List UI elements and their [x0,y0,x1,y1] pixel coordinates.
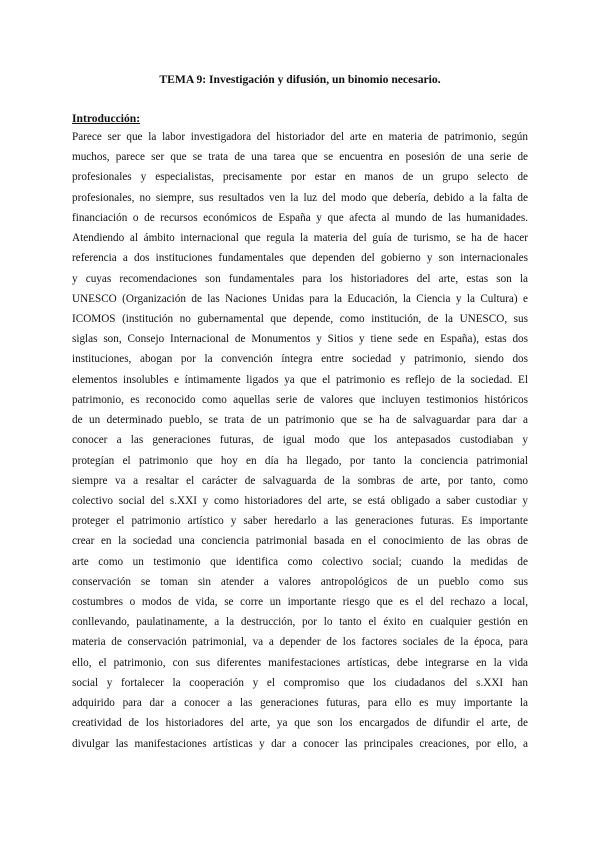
text-line: siglas son, Consejo Internacional de Monumentos y Sitios y tiene sede en España), estas dos [72,333,528,346]
text-line: profesionales, no siempre, sus resultados ven la luz del modo que debería, debido a la falta de [72,191,528,204]
text-line: proteger el patrimonio artístico y saber heredarlo a las generaciones futuras. Es importante [72,515,528,528]
text-line: ICOMOS (institución no gubernamental que depende, como institución, de la UNESCO, sus [72,312,528,325]
text-line: elementos insolubles e íntimamente ligados ya que el patrimonio es reflejo de la sociedad. El [72,373,528,386]
text-line: arte como un testimonio que identifica como colectivo social; cuando la medidas de [72,555,528,568]
text-line: conocer a las generaciones futuras, de igual modo que los antepasados custodiaban y [72,434,528,447]
text-line: instituciones, abogan por la convención íntegra entre sociedad y patrimonio, siendo dos [72,353,528,366]
text-line: costumbres o modos de vida, se corre un importante riesgo que es el del rechazo a local, [72,596,528,609]
text-line: creatividad de los historiadores del arte, ya que son los encargados de difundir el arte, de [72,717,528,730]
section-heading: Introducción: [72,112,141,125]
text-line: muchos, parece ser que se trata de una tarea que se encuentra en posesión de una serie de [72,151,528,164]
text-line: UNESCO (Organización de las Naciones Unidas para la Educación, la Ciencia y la Cultura) e [72,292,528,305]
text-line: colectivo social del s.XXI y como historiadores del arte, se está obligado a saber custodiar y [72,494,528,507]
text-line: conservación se toman sin atender a valores antropológicos de un pueblo como sus [72,575,528,588]
text-line: y cuyas recomendaciones son fundamentales para los historiadores del arte, estas son la [72,272,528,285]
page-title: TEMA 9: Investigación y difusión, un binomio necesario. [159,73,441,86]
text-line: crear en la sociedad una conciencia patrimonial basada en el conocimiento de las obras de [72,535,528,548]
text-line: divulgar las manifestaciones artísticas y dar a conocer las principales creaciones, por ello, a [72,737,528,750]
text-line: social y fortalecer la cooperación y el compromiso que los ciudadanos del s.XXI han [72,676,528,689]
text-line: siempre va a resaltar el carácter de salvaguarda de la sombras de arte, por tanto, como [72,474,528,487]
text-line: de un determinado pueblo, se trata de un patrimonio que se ha de salvaguardar para dar a [72,414,528,427]
text-line: conllevando, paulatinamente, a la destrucción, por lo tanto el éxito en cualquier gestión en [72,616,528,629]
text-line: Parece ser que la labor investigadora del historiador del arte en materia de patrimonio, según [72,131,528,143]
text-line: patrimonio, es reconocido como aquellas serie de valores que incluyen testimonios históricos [72,393,528,406]
text-line: profesionales y especialistas, precisamente por estar en manos de un grupo selecto de [72,171,528,184]
text-line: adquirido para dar a conocer a las generaciones futuras, para ello es muy importante la [72,697,528,710]
text-line: protegían el patrimonio que hoy en día ha llegado, por tanto la conciencia patrimonial [72,454,528,467]
text-line: Atendiendo al ámbito internacional que regula la materia del guía de turismo, se ha de hacer [72,232,528,245]
text-line: financiación o de recursos económicos de España y que afecta al mundo de las humanidades. [72,211,528,224]
text-line: ello, el patrimonio, con sus diferentes manifestaciones artísticas, debe integrarse en la vida [72,656,528,669]
body-paragraph [72,127,528,754]
text-line: referencia a dos instituciones fundamentales que dependen del gobierno y son internacionales [72,252,528,265]
text-line: materia de conservación patrimonial, va a depender de los factores sociales de la época, para [72,636,528,649]
